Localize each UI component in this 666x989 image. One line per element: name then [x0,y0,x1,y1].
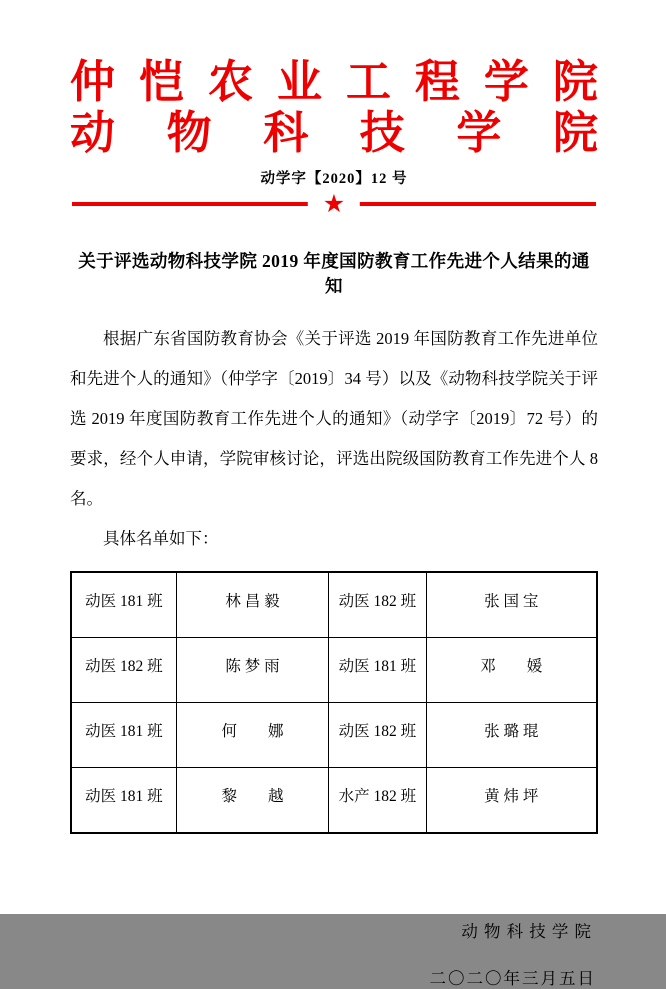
class-cell: 动医 182 班 [329,703,426,768]
class-cell: 动医 182 班 [71,638,176,703]
class-cell: 动医 181 班 [71,768,176,834]
class-cell: 动医 181 班 [329,638,426,703]
name-cell: 林 昌 毅 [176,572,329,638]
notice-body [70,319,598,559]
table-row [71,638,597,703]
signature-block [70,918,598,989]
red-divider [70,191,598,217]
table-row [71,572,597,638]
letterhead-org-line2: 动 物 科 技 学 院 [70,107,598,158]
roster-table [70,571,598,834]
name-cell: 何 娜 [176,703,329,768]
table-row [71,703,597,768]
name-cell: 邓 媛 [426,638,597,703]
class-cell: 水产 182 班 [329,768,426,834]
class-cell: 动医 182 班 [329,572,426,638]
doc-number: 动学字【2020】12 号 [260,171,408,187]
table-row [71,768,597,834]
signature-org: 动 物 科 技 学 院 [461,922,592,941]
body-paragraph: 根据广东省国防教育协会《关于评选 2019 年国防教育工作先进单位和先进个人的通知》（仲学字〔2019〕34 号）以及《动物科技学院关于评选 2019 年度国防教育工作先进个人的通知》（动学字〔2019〕72 号）的要求，经个人申请，学院审核讨论，评选出院级国防教育工作先进个人 8 名。 [70,329,598,508]
signature-date: 二〇二〇年三月五日 [429,969,596,988]
notice-title: 关于评选动物科技学院 2019 年度国防教育工作先进个人结果的通知 [78,251,590,296]
letterhead-org-line1: 仲 恺 农 业 工 程 学 院 [70,56,598,107]
star-icon: ★ [308,191,360,217]
roster-intro: 具体名单如下： [103,529,219,548]
name-cell: 黄 炜 坪 [426,768,597,834]
name-cell: 陈 梦 雨 [176,638,329,703]
class-cell: 动医 181 班 [71,572,176,638]
name-cell: 张 国 宝 [426,572,597,638]
name-cell: 黎 越 [176,768,329,834]
name-cell: 张 璐 琨 [426,703,597,768]
class-cell: 动医 181 班 [71,703,176,768]
